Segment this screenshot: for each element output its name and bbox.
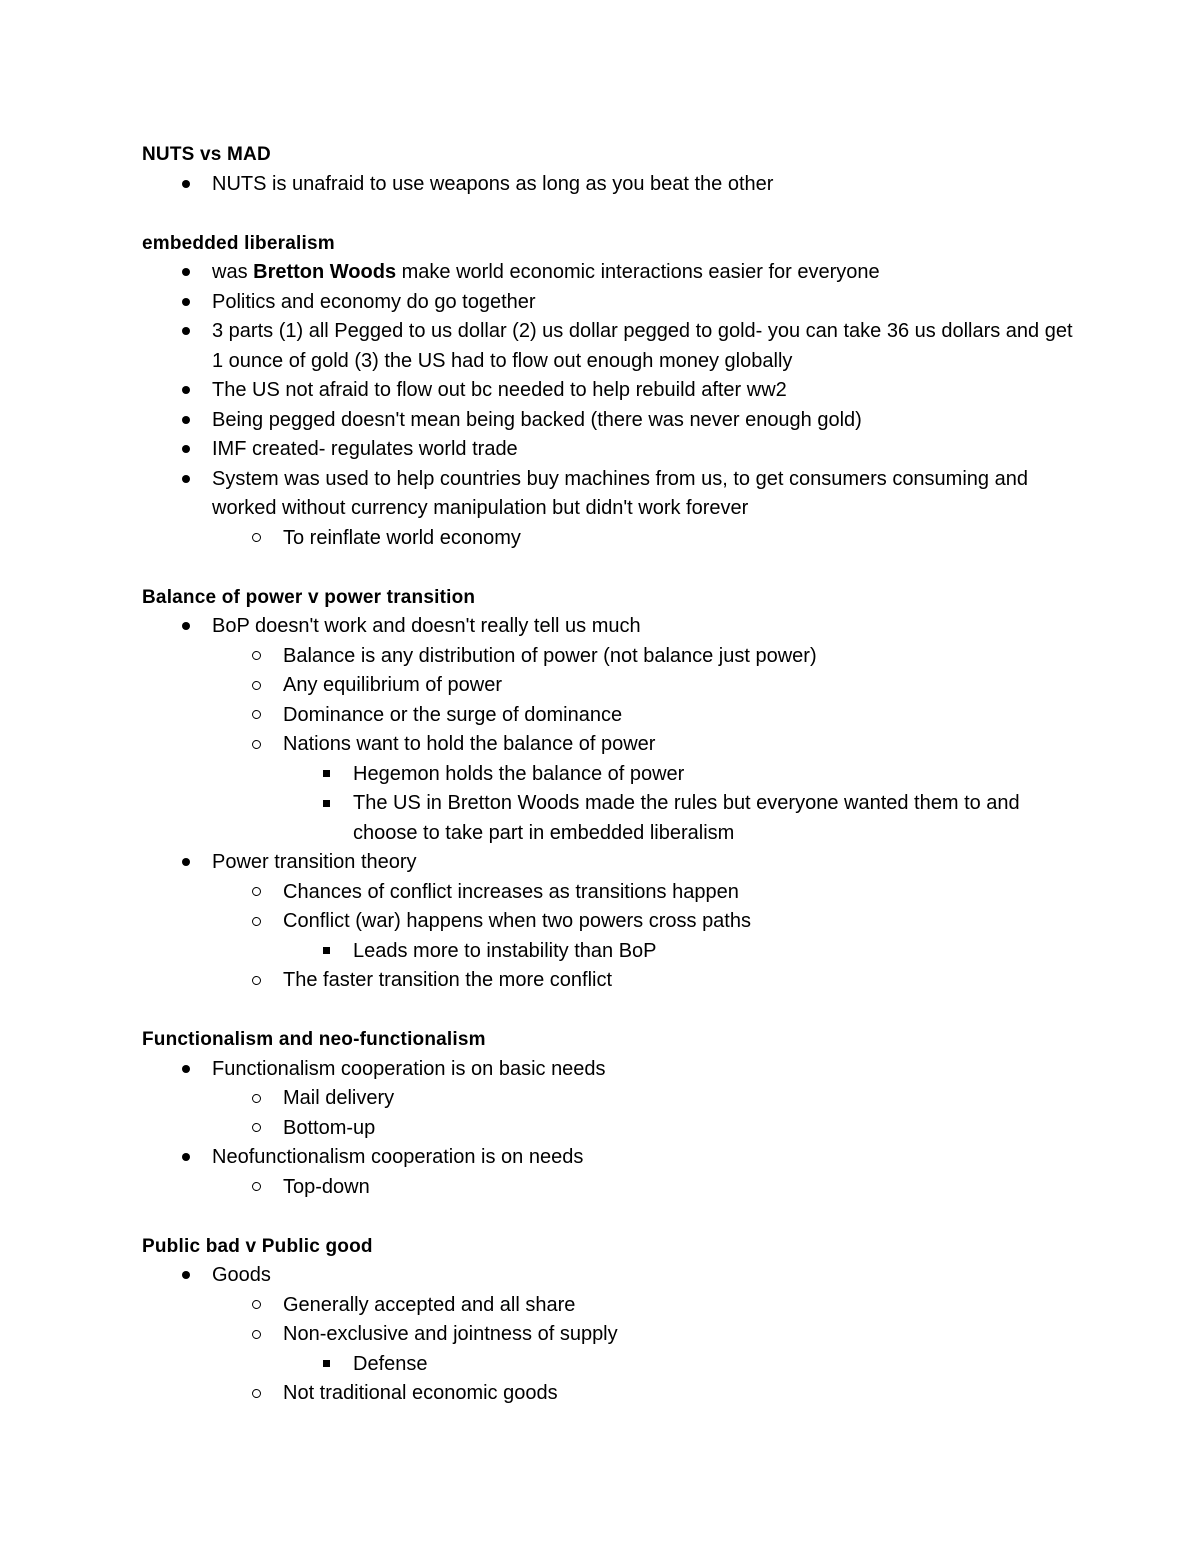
bullet-square-icon	[318, 1350, 334, 1380]
list-item-text: Leads more to instability than BoP	[353, 939, 657, 962]
bullet-circle-icon	[248, 1173, 264, 1203]
list-item-text: To reinflate world economy	[283, 526, 521, 549]
list-item	[142, 907, 1082, 937]
list-item	[142, 376, 1082, 406]
bullet-circle-icon	[248, 671, 264, 701]
list-item-text: IMF created- regulates world trade	[212, 438, 518, 460]
list-item-text: The US in Bretton Woods made the rules but everyone wanted them to and choose to take part in embedded liberalism	[353, 792, 1020, 844]
list-item	[142, 1114, 1082, 1144]
list-item	[142, 612, 1082, 642]
list-item	[142, 1143, 1082, 1173]
list-item-text: Generally accepted and all share	[283, 1293, 576, 1316]
list-item	[142, 937, 1082, 967]
bullet-dot-icon	[178, 435, 194, 465]
list-item	[142, 1291, 1082, 1321]
bullet-square-icon	[318, 760, 334, 790]
list-item	[142, 435, 1082, 465]
bullet-dot-icon	[178, 612, 194, 642]
bullet-circle-icon	[248, 878, 264, 908]
bullet-square-icon	[318, 789, 334, 819]
bullet-circle-icon	[248, 1084, 264, 1114]
list-item-text: 3 parts (1) all Pegged to us dollar (2) us dollar pegged to gold- you can take 36 us dollars and get 1 ounce of gold (3) the US had to flow out enough money globally	[212, 320, 1073, 372]
list-item-text: The US not afraid to flow out bc needed to help rebuild after ww2	[212, 379, 787, 401]
note-section	[142, 229, 1082, 554]
bullet-dot-icon	[178, 465, 194, 495]
bullet-circle-icon	[248, 1114, 264, 1144]
list-item	[142, 1320, 1082, 1350]
list-item-text: The faster transition the more conflict	[283, 969, 613, 991]
bullet-dot-icon	[178, 258, 194, 288]
list-item	[142, 465, 1082, 524]
list-item	[142, 406, 1082, 436]
list-item	[142, 1084, 1082, 1114]
list-item-text: Being pegged doesn't mean being backed (there was never enough gold)	[212, 408, 862, 431]
bullet-circle-icon	[248, 701, 264, 731]
bullet-circle-icon	[248, 642, 264, 672]
list-item-text: Top-down	[283, 1175, 370, 1198]
bullet-dot-icon	[178, 406, 194, 436]
list-item-text: Dominance or the surge of dominance	[283, 703, 623, 726]
list-item-text: NUTS is unafraid to use weapons as long as you beat the other	[212, 172, 774, 195]
bullet-circle-icon	[248, 1320, 264, 1350]
bullet-dot-icon	[178, 1143, 194, 1173]
list-item-text: Defense	[353, 1352, 428, 1375]
list-item-text: Goods	[212, 1264, 271, 1286]
list-item-text: Neofunctionalism cooperation is on needs	[212, 1146, 584, 1168]
list-item	[142, 789, 1082, 848]
list-item	[142, 848, 1082, 878]
bullet-dot-icon	[178, 376, 194, 406]
list-item	[142, 524, 1082, 554]
document-body	[142, 140, 1082, 1438]
list-item-text: Any equilibrium of power	[283, 674, 502, 696]
list-item-text: Chances of conflict increases as transitions happen	[283, 880, 739, 903]
list-item-text: was Bretton Woods make world economic interactions easier for everyone	[212, 261, 880, 283]
list-item-text: Hegemon holds the balance of power	[353, 762, 685, 785]
list-item-text: Bottom-up	[283, 1116, 376, 1139]
list-item-text: Nations want to hold the balance of power	[283, 733, 656, 755]
section-heading: Balance of power v power transition	[142, 586, 476, 608]
bullet-circle-icon	[248, 907, 264, 937]
bullet-circle-icon	[248, 1379, 264, 1409]
list-item-text: Mail delivery	[283, 1087, 395, 1109]
section-heading: Public bad v Public good	[142, 1235, 373, 1257]
list-item	[142, 317, 1082, 376]
list-item-text: BoP doesn't work and doesn't really tell us much	[212, 615, 641, 637]
list-item	[142, 1350, 1082, 1380]
list-item-text: Not traditional economic goods	[283, 1382, 558, 1404]
note-section	[142, 1232, 1082, 1409]
bullet-circle-icon	[248, 1291, 264, 1321]
list-item	[142, 701, 1082, 731]
list-item	[142, 1379, 1082, 1409]
list-item-text: Politics and economy do go together	[212, 290, 536, 313]
section-heading: embedded liberalism	[142, 232, 335, 254]
list-item	[142, 671, 1082, 701]
bullet-circle-icon	[248, 730, 264, 760]
bullet-dot-icon	[178, 170, 194, 200]
note-section	[142, 140, 1082, 199]
list-item	[142, 1261, 1082, 1291]
bullet-dot-icon	[178, 288, 194, 318]
section-heading: NUTS vs MAD	[142, 144, 271, 165]
list-item-text: Power transition theory	[212, 851, 417, 873]
list-item	[142, 730, 1082, 760]
list-item-text: Non-exclusive and jointness of supply	[283, 1323, 618, 1345]
section-heading: Functionalism and neo-functionalism	[142, 1029, 486, 1050]
bullet-circle-icon	[248, 966, 264, 996]
bullet-dot-icon	[178, 1261, 194, 1291]
note-section	[142, 1025, 1082, 1202]
bullet-dot-icon	[178, 317, 194, 347]
list-item	[142, 1055, 1082, 1085]
list-item	[142, 760, 1082, 790]
list-item-text: System was used to help countries buy machines from us, to get consumers consuming and worked without currency manipulation but didn't work forever	[212, 467, 1028, 519]
bold-term: Bretton Woods	[253, 261, 397, 283]
list-item	[142, 1173, 1082, 1203]
list-item	[142, 170, 1082, 200]
bullet-dot-icon	[178, 1055, 194, 1085]
bullet-square-icon	[318, 937, 334, 967]
list-item-text: Functionalism cooperation is on basic needs	[212, 1057, 606, 1080]
list-item	[142, 288, 1082, 318]
bullet-dot-icon	[178, 848, 194, 878]
bullet-circle-icon	[248, 524, 264, 554]
list-item	[142, 642, 1082, 672]
note-section	[142, 583, 1082, 996]
list-item-text: Conflict (war) happens when two powers cross paths	[283, 910, 751, 932]
list-item	[142, 878, 1082, 908]
list-item	[142, 258, 1082, 288]
list-item	[142, 966, 1082, 996]
list-item-text: Balance is any distribution of power (not balance just power)	[283, 644, 817, 667]
